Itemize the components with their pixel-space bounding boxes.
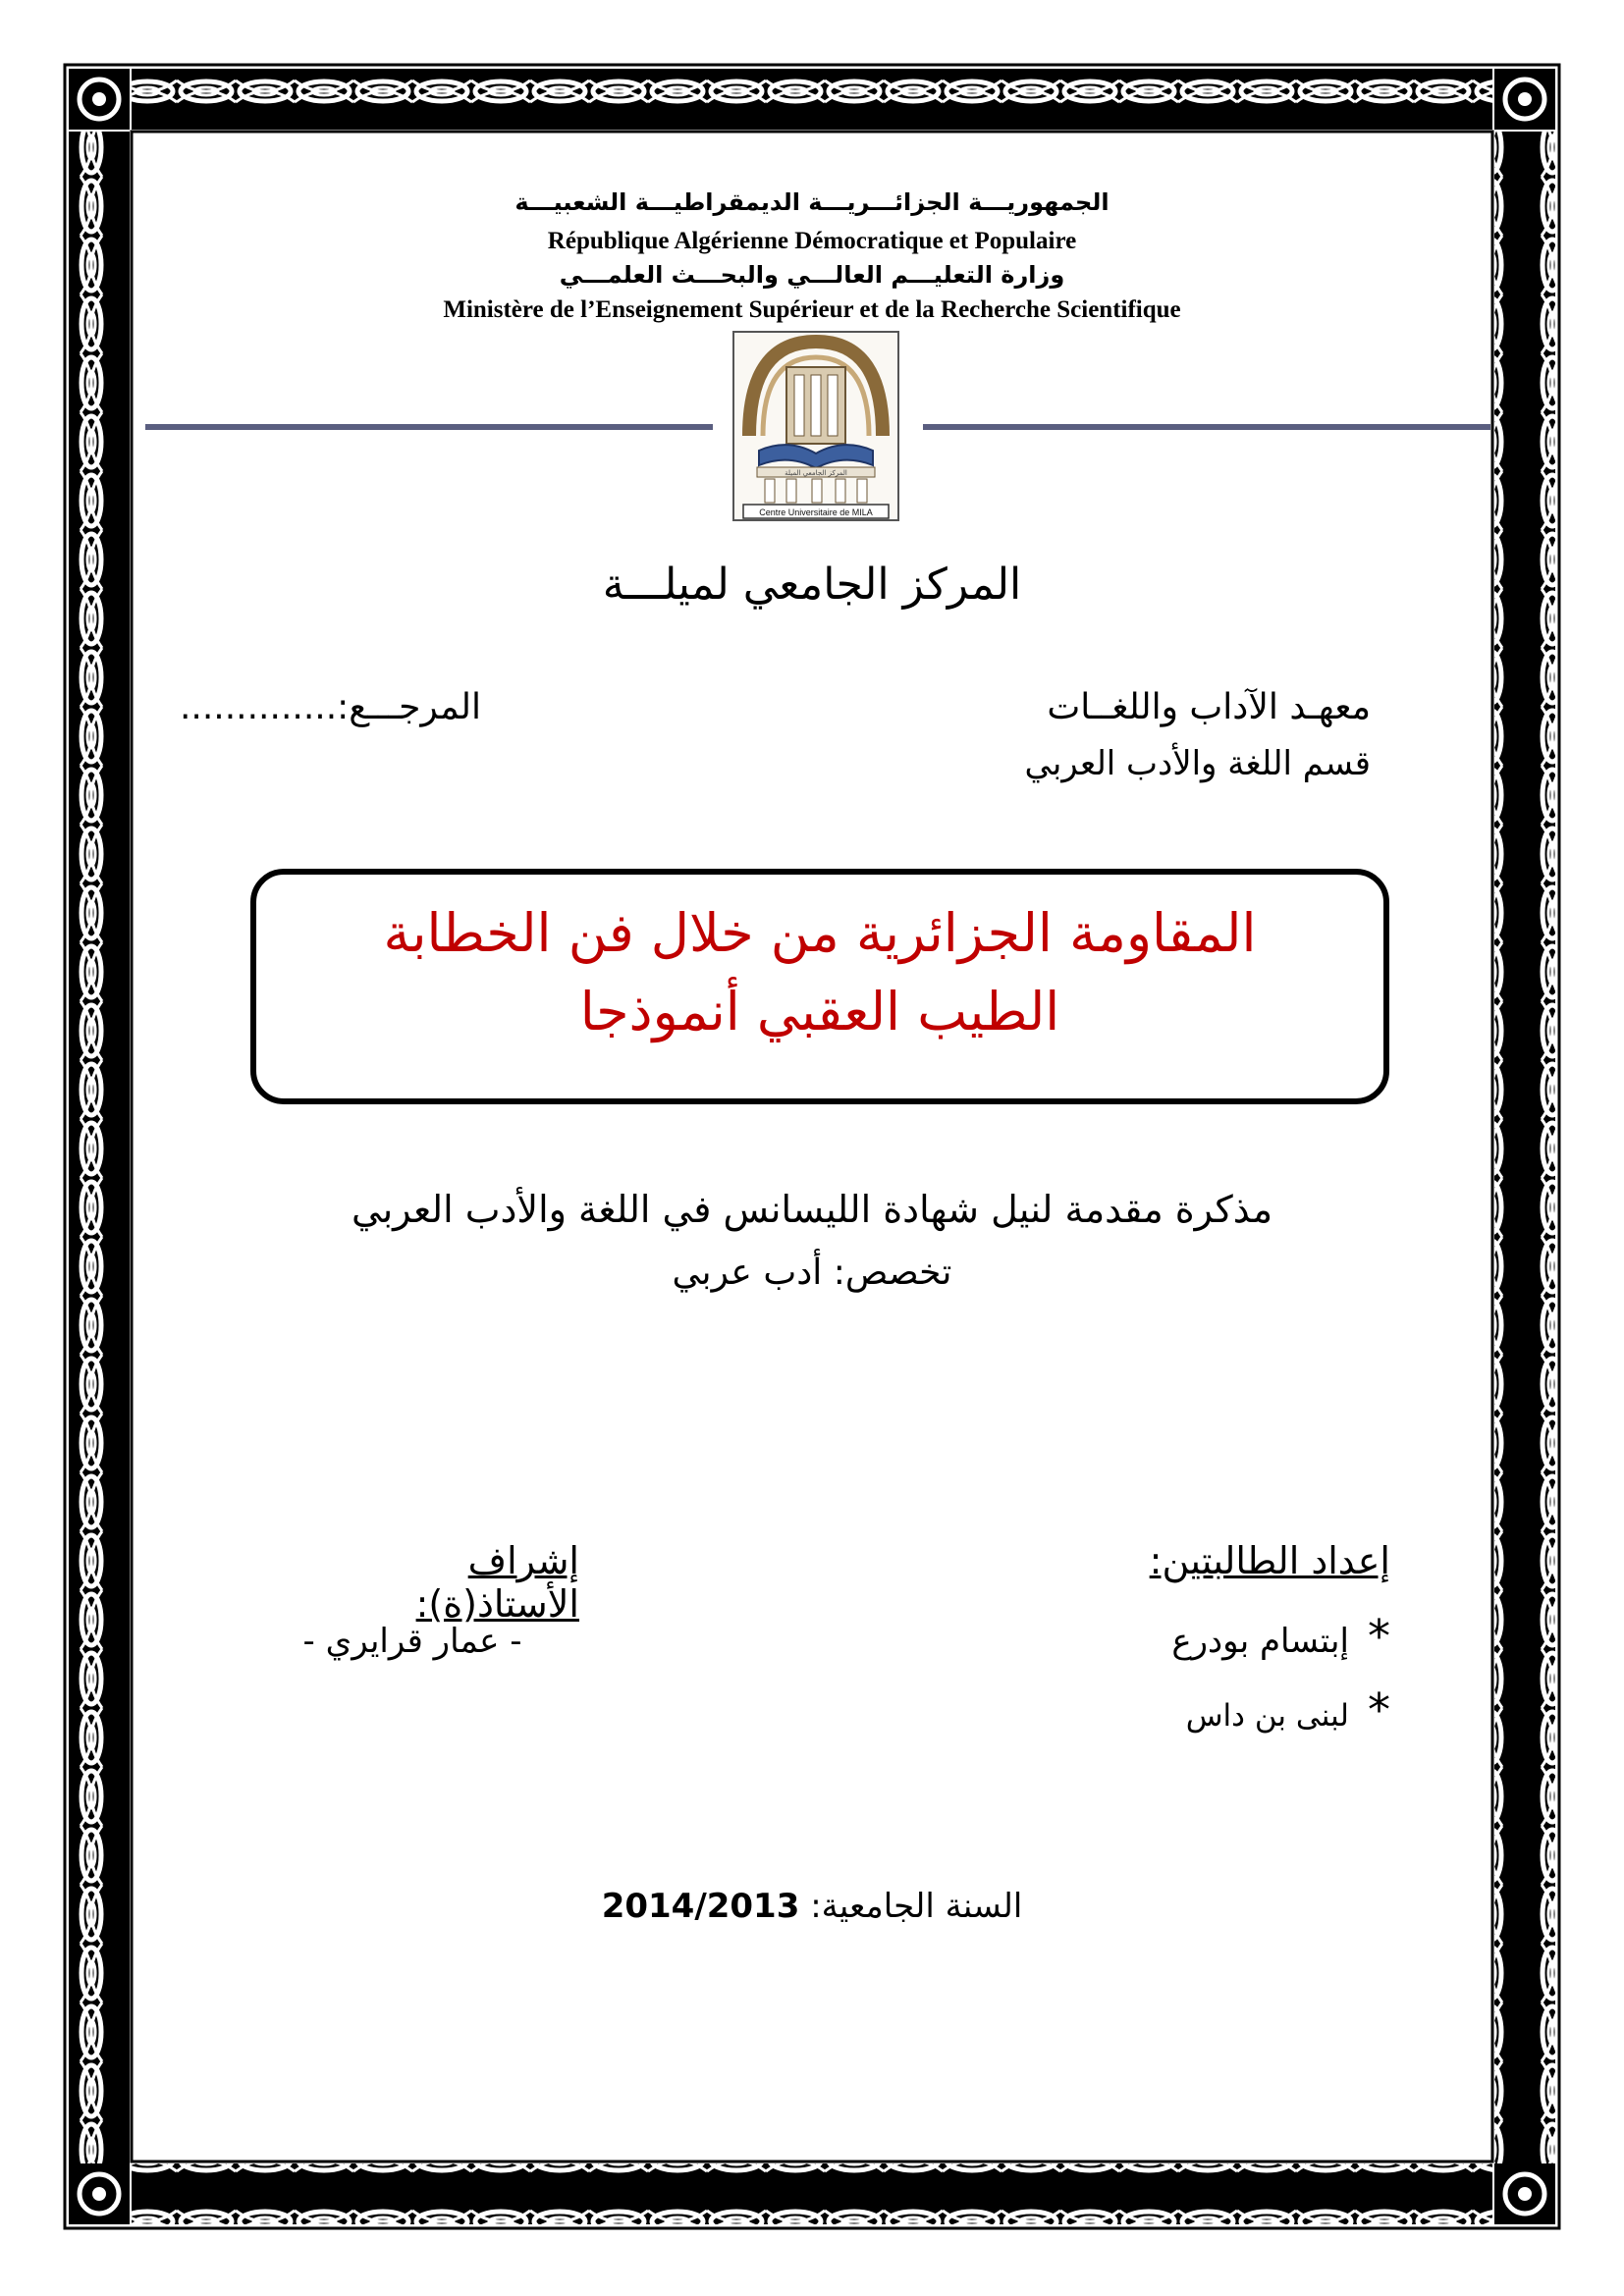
supervisor-label: إشراف الأستاذ(ة):: [415, 1539, 579, 1626]
academic-year-label: السنة الجامعية:: [810, 1887, 1023, 1926]
republic-arabic: الجمهوريـــة الجزائـــريـــة الديمقراطيـــة الشعبيـــة: [514, 188, 1110, 216]
logo-caption: Centre Universitaire de MILA: [759, 507, 873, 517]
reference-label: المرجـــع:..............: [179, 687, 481, 727]
memo-specialty: تخصص: أدب عربي: [672, 1253, 952, 1293]
bullet-star: *: [1368, 1610, 1390, 1663]
department-name: قسم اللغة والأدب العربي: [1024, 744, 1371, 783]
students-block: [998, 1539, 1390, 1582]
student-row-1: [998, 1610, 1390, 1663]
thesis-title-line-1: المقاومة الجزائرية من خلال فن الخطابة: [383, 902, 1257, 964]
institute-name: معهـد الآداب واللغــات: [1047, 687, 1371, 727]
university-logo: [730, 328, 902, 524]
students-label: إعداد الطالبتين:: [1149, 1539, 1390, 1582]
republic-french: République Algérienne Démocratique et Populaire: [547, 228, 1077, 254]
supervisor-name-text: - عمار قرايري -: [302, 1622, 522, 1661]
logo-arabic-text: المركز الجامعي الميلة: [785, 469, 847, 477]
supervisor-name: [295, 1622, 530, 1661]
supervisor-block: [295, 1539, 579, 1626]
ministry-arabic: وزارة التعليـــم العالـــي والبحـــث العلمـــي: [559, 261, 1065, 289]
academic-year: [295, 1887, 1329, 1926]
student-name: لبنى بن داس: [1185, 1698, 1349, 1734]
header-rule-right: [923, 424, 1490, 430]
university-name: المركز الجامعي لميلـــة: [602, 560, 1022, 610]
thesis-title-box: [250, 869, 1389, 1104]
student-name: إبتسام بودرع: [1171, 1622, 1349, 1661]
memo-purpose: مذكرة مقدمة لنيل شهادة الليسانس في اللغة والأدب العربي: [351, 1188, 1273, 1231]
academic-year-value: 2014/2013: [601, 1887, 800, 1926]
bullet-star: *: [1368, 1683, 1390, 1736]
student-row-2: [998, 1683, 1390, 1736]
header-rule-left: [145, 424, 713, 430]
ministry-french: Ministère de l’Enseignement Supérieur et de la Recherche Scientifique: [443, 296, 1181, 323]
thesis-title-line-2: الطيب العقبي أنموذجا: [579, 981, 1060, 1042]
